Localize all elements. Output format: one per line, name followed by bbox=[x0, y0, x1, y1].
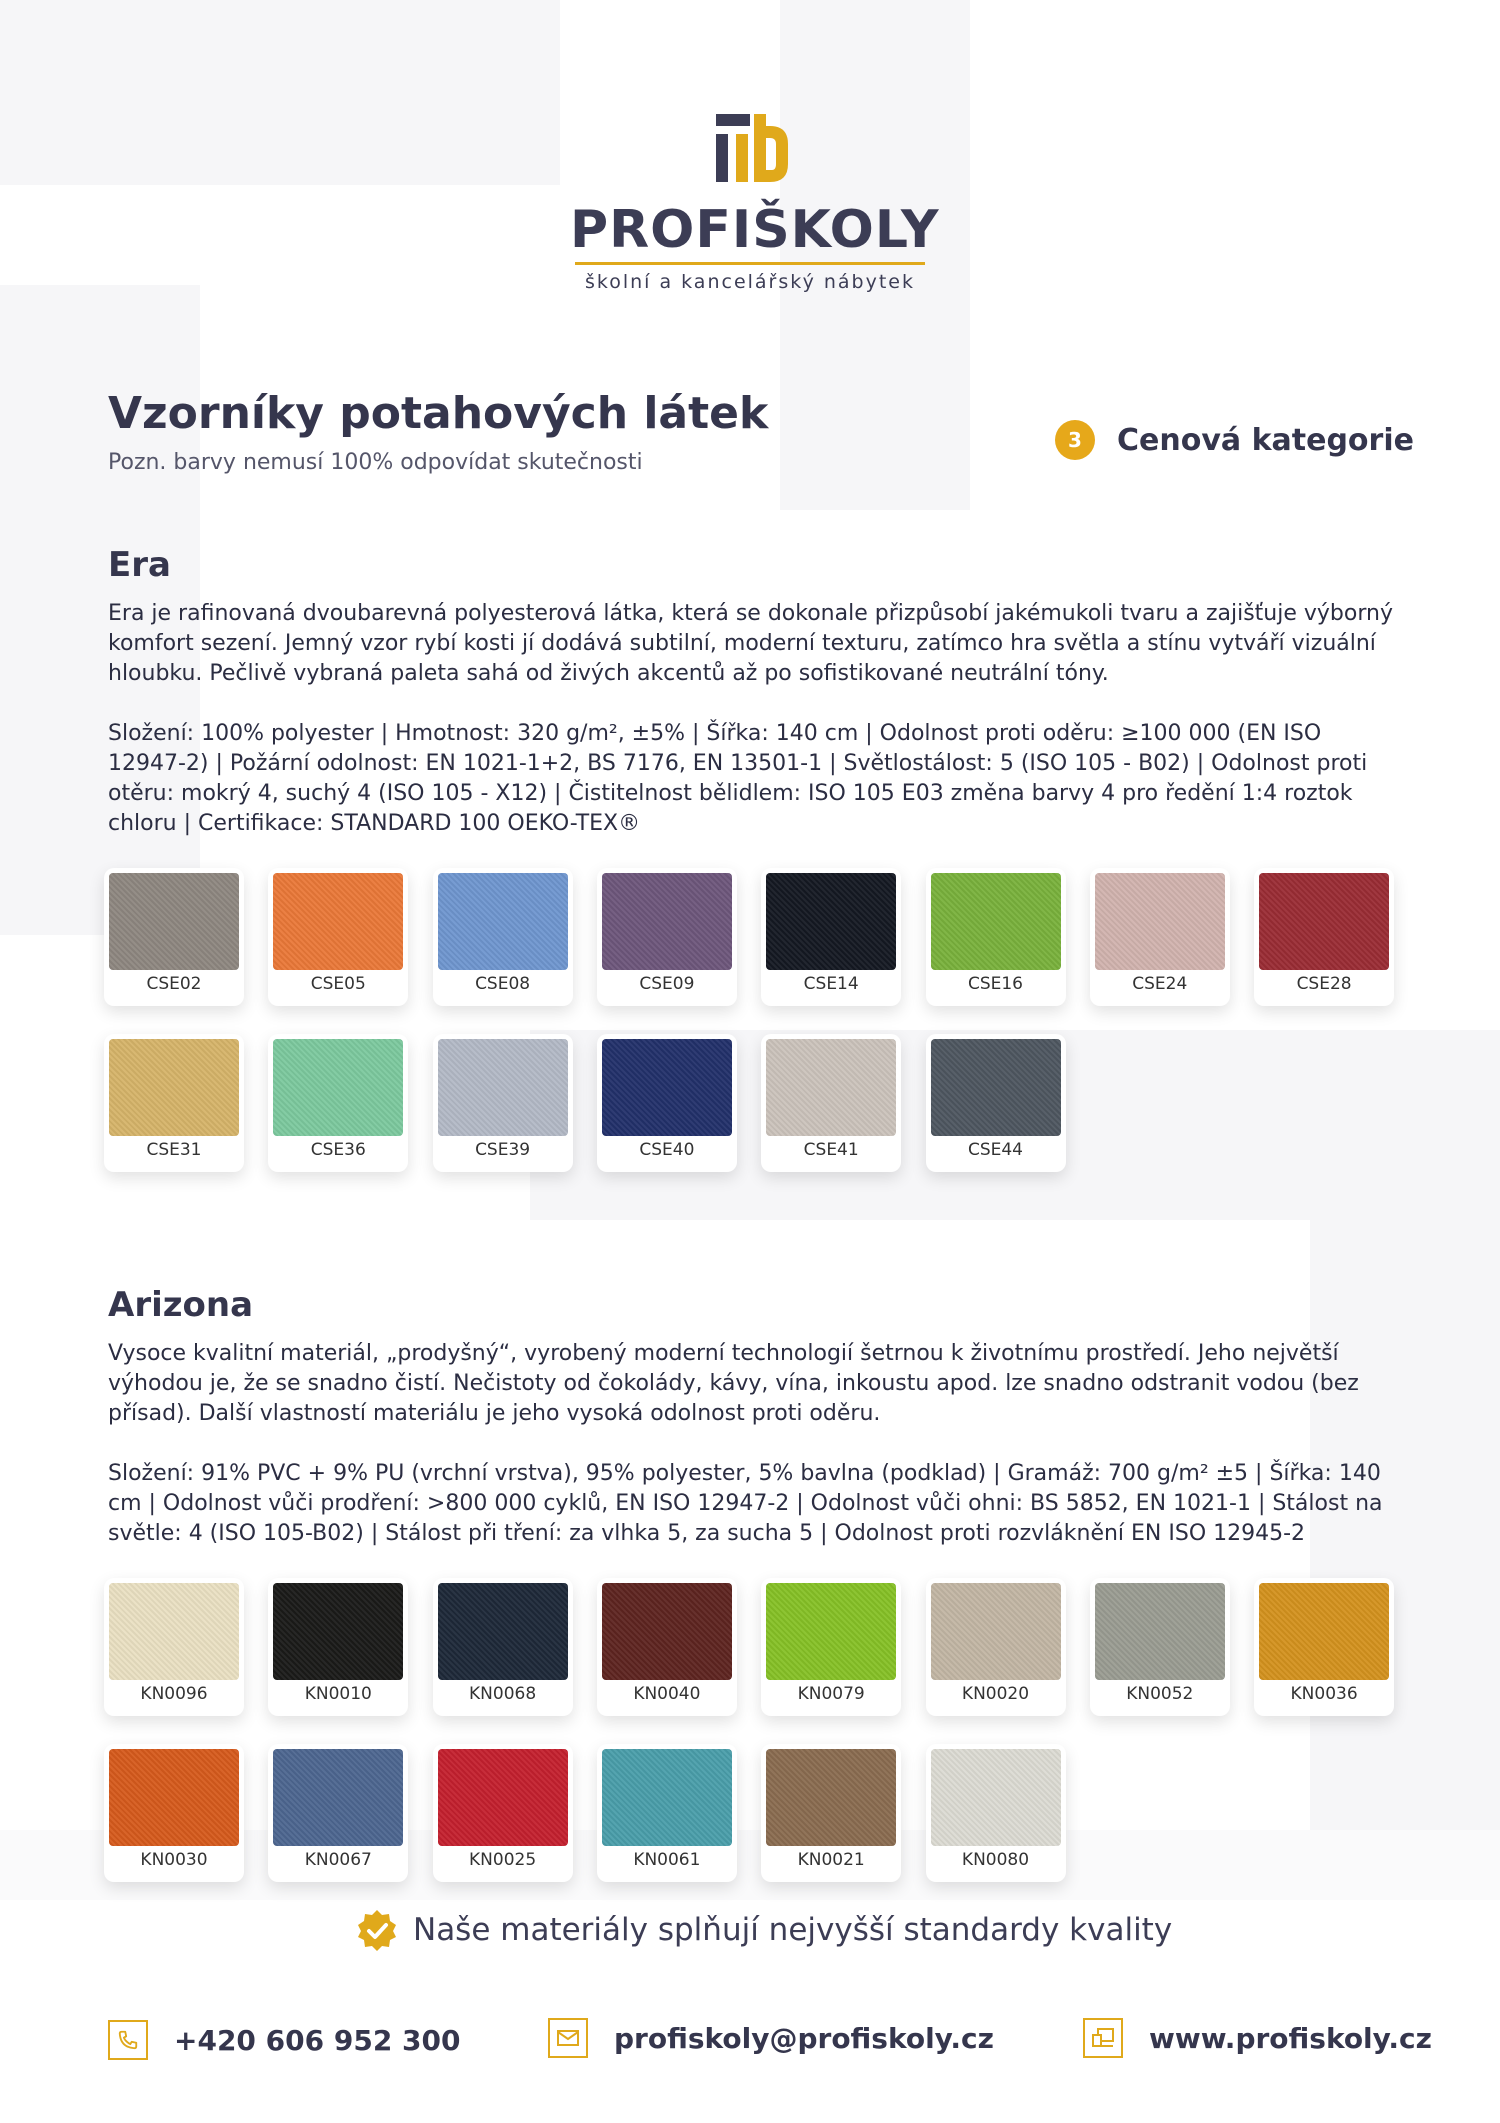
fabric-code: CSE41 bbox=[803, 1140, 859, 1160]
fabric-code: CSE09 bbox=[639, 974, 695, 994]
fabric-swatch[interactable] bbox=[926, 1744, 1066, 1882]
fabric-swatch[interactable] bbox=[268, 868, 408, 1006]
fabric-swatch[interactable] bbox=[1254, 1578, 1394, 1716]
fabric-color-chip bbox=[931, 1583, 1061, 1680]
fabric-swatch[interactable] bbox=[104, 1578, 244, 1716]
fabric-code: KN0079 bbox=[797, 1684, 865, 1704]
page-title: Vzorníky potahových látek bbox=[108, 388, 769, 439]
section-specs: Složení: 91% PVC + 9% PU (vrchní vrstva), 95% polyester, 5% bavlna (podklad) | Gramáž: 700 g/m² ±5 | Šířka: 140 cm | Odolnost vůči prodření: >800 000 cyklů, EN ISO 12947-2 | Odolnost vůči ohni: BS 5852, EN 1021-1 | Stálost na světle: 4 (ISO 105-B02) | Stálost při tření: za vlhka 5, za sucha 5 | Odolnost proti rozvláknění EN ISO 12945-2 bbox=[108, 1461, 1383, 1546]
price-category-label: Cenová kategorie bbox=[1117, 422, 1414, 458]
page-subtitle: Pozn. barvy nemusí 100% odpovídat skutečnosti bbox=[108, 450, 643, 475]
fabric-swatch[interactable] bbox=[597, 1744, 737, 1882]
fabric-code: KN0096 bbox=[140, 1684, 208, 1704]
email-address: profiskoly@profiskoly.cz bbox=[614, 2021, 994, 2055]
fabric-code: CSE31 bbox=[146, 1140, 202, 1160]
fabric-color-chip bbox=[273, 1039, 403, 1136]
fabric-code: KN0030 bbox=[140, 1850, 208, 1870]
fabric-swatch[interactable] bbox=[597, 1578, 737, 1716]
fabric-code: KN0020 bbox=[961, 1684, 1030, 1704]
quality-statement bbox=[355, 1908, 1172, 1952]
fabric-code: CSE02 bbox=[146, 974, 202, 994]
section-specs: Složení: 100% polyester | Hmotnost: 320 g/m², ±5% | Šířka: 140 cm | Odolnost proti oděru: ≥100 000 (EN ISO 12947-2) | Požární odolnost: EN 1021-1+2, BS 7176, EN 13501-1 | Světlostálost: 5 (ISO 105 - B02) | Odolnost proti otěru: mokrý 4, suchý 4 (ISO 105 - X12) | Čistitelnost bělidlem: ISO 105 E03 změna barvy 4 pro ředění 1:4 roztok chloru | Certifikace: STANDARD 100 OEKO-TEX® bbox=[108, 721, 1368, 836]
fabric-color-chip bbox=[1095, 873, 1225, 970]
fabric-swatch[interactable] bbox=[433, 1578, 573, 1716]
fabric-color-chip bbox=[109, 1749, 239, 1846]
fabric-swatch[interactable] bbox=[104, 1744, 244, 1882]
fabric-swatch[interactable] bbox=[268, 1034, 408, 1172]
fabric-color-chip bbox=[273, 1749, 403, 1846]
fabric-color-chip bbox=[273, 1583, 403, 1680]
website-url: www.profiskoly.cz bbox=[1149, 2021, 1432, 2055]
contact-email[interactable] bbox=[548, 2018, 994, 2058]
section-title: Arizona bbox=[108, 1285, 254, 1325]
fabric-code: CSE28 bbox=[1296, 974, 1352, 994]
fabric-code: CSE39 bbox=[475, 1140, 531, 1160]
fabric-color-chip bbox=[438, 1039, 568, 1136]
fabric-color-chip bbox=[766, 1583, 896, 1680]
section-title: Era bbox=[108, 545, 171, 585]
fabric-color-chip bbox=[1095, 1583, 1225, 1680]
fabric-swatch[interactable] bbox=[433, 868, 573, 1006]
quality-text: Naše materiály splňují nejvyšší standardy kvality bbox=[413, 1912, 1173, 1948]
fabric-swatch[interactable] bbox=[433, 1744, 573, 1882]
fabric-code: KN0052 bbox=[1126, 1684, 1194, 1704]
fabric-color-chip bbox=[931, 1749, 1061, 1846]
fabric-swatch[interactable] bbox=[268, 1578, 408, 1716]
fabric-color-chip bbox=[273, 873, 403, 970]
fabric-color-chip bbox=[766, 1749, 896, 1846]
fabric-swatch[interactable] bbox=[268, 1744, 408, 1882]
price-category-badge: 3 bbox=[1055, 420, 1095, 460]
fabric-code: CSE40 bbox=[639, 1140, 695, 1160]
fabric-color-chip bbox=[1259, 873, 1389, 970]
fabric-code: KN0068 bbox=[469, 1684, 537, 1704]
fabric-code: KN0036 bbox=[1290, 1684, 1358, 1704]
fabric-code: CSE36 bbox=[310, 1140, 366, 1160]
section-description: Vysoce kvalitní materiál, „prodyšný“, vyrobený moderní technologií šetrnou k životnímu prostředí. Jeho největší výhodou je, že se snadno čistí. Nečistoty od čokolády, kávy, vína, inkoustu apod. lze snadno odstranit vodou (bez přísad). Další vlastností materiálu je jeho vysoká odolnost proti oděru. bbox=[108, 1341, 1359, 1426]
fabric-color-chip bbox=[1259, 1583, 1389, 1680]
profiskoly-logo-icon bbox=[710, 108, 790, 188]
fabric-code: KN0021 bbox=[797, 1850, 865, 1870]
fabric-color-chip bbox=[766, 873, 896, 970]
fabric-color-chip bbox=[109, 873, 239, 970]
fabric-code: KN0067 bbox=[304, 1850, 372, 1870]
fabric-color-chip bbox=[438, 1749, 568, 1846]
fabric-swatch[interactable] bbox=[761, 1578, 901, 1716]
fabric-color-chip bbox=[602, 1583, 732, 1680]
fabric-code: KN0025 bbox=[469, 1850, 537, 1870]
phone-number: +420 606 952 300 bbox=[174, 2023, 461, 2057]
fabric-swatch[interactable] bbox=[926, 1578, 1066, 1716]
fabric-color-chip bbox=[931, 873, 1061, 970]
contact-website[interactable] bbox=[1083, 2018, 1432, 2058]
fabric-swatch[interactable] bbox=[597, 868, 737, 1006]
section-description: Era je rafinovaná dvoubarevná polyesterová látka, která se dokonale přizpůsobí jakémukoli tvaru a zajišťuje výborný komfort sezení. Jemný vzor rybí kosti jí dodává subtilní, moderní texturu, zatímco hra světla a stínu vytváří vizuální hloubku. Pečlivě vybraná paleta sahá od živých akcentů až po sofistikované neutrální tóny. bbox=[108, 601, 1393, 686]
fabric-code: CSE44 bbox=[967, 1140, 1024, 1160]
section-era bbox=[108, 545, 1398, 839]
contact-bar bbox=[108, 2012, 1432, 2072]
brand-tagline: školní a kancelářský nábytek bbox=[584, 271, 916, 293]
fabric-color-chip bbox=[931, 1039, 1061, 1136]
fabric-code: CSE24 bbox=[1132, 974, 1188, 994]
fabric-color-chip bbox=[766, 1039, 896, 1136]
fabric-code: CSE14 bbox=[803, 974, 859, 994]
fabric-color-chip bbox=[109, 1583, 239, 1680]
contact-phone[interactable] bbox=[108, 2020, 461, 2060]
fabric-swatch[interactable] bbox=[104, 868, 244, 1006]
fabric-color-chip bbox=[602, 1039, 732, 1136]
fabric-color-chip bbox=[438, 873, 568, 970]
badge-check-icon bbox=[355, 1908, 399, 1952]
fabric-code: KN0040 bbox=[633, 1684, 701, 1704]
price-category bbox=[1055, 420, 1414, 460]
fabric-color-chip bbox=[109, 1039, 239, 1136]
fabric-swatch[interactable] bbox=[1090, 1578, 1230, 1716]
fabric-swatch[interactable] bbox=[761, 1034, 901, 1172]
fabric-color-chip bbox=[602, 873, 732, 970]
fabric-swatch[interactable] bbox=[597, 1034, 737, 1172]
brand-logo[interactable] bbox=[570, 108, 940, 293]
fabric-code: CSE16 bbox=[967, 974, 1024, 994]
fabric-swatch[interactable] bbox=[1254, 868, 1394, 1006]
fabric-swatch[interactable] bbox=[926, 868, 1066, 1006]
phone-icon bbox=[108, 2020, 148, 2060]
fabric-swatch[interactable] bbox=[761, 868, 901, 1006]
mail-icon bbox=[548, 2018, 588, 2058]
fabric-color-chip bbox=[602, 1749, 732, 1846]
website-icon bbox=[1083, 2018, 1123, 2058]
brand-divider bbox=[575, 262, 925, 265]
fabric-code: KN0010 bbox=[304, 1684, 372, 1704]
section-arizona bbox=[108, 1285, 1398, 1549]
brand-name: PROFIŠKOLY bbox=[570, 200, 940, 260]
fabric-swatch[interactable] bbox=[104, 1034, 244, 1172]
fabric-code: CSE08 bbox=[475, 974, 531, 994]
fabric-code: CSE05 bbox=[310, 974, 366, 994]
fabric-swatch[interactable] bbox=[926, 1034, 1066, 1172]
fabric-code: KN0080 bbox=[961, 1850, 1030, 1870]
fabric-swatch[interactable] bbox=[761, 1744, 901, 1882]
fabric-swatch[interactable] bbox=[1090, 868, 1230, 1006]
fabric-swatch[interactable] bbox=[433, 1034, 573, 1172]
fabric-color-chip bbox=[438, 1583, 568, 1680]
fabric-code: KN0061 bbox=[633, 1850, 701, 1870]
